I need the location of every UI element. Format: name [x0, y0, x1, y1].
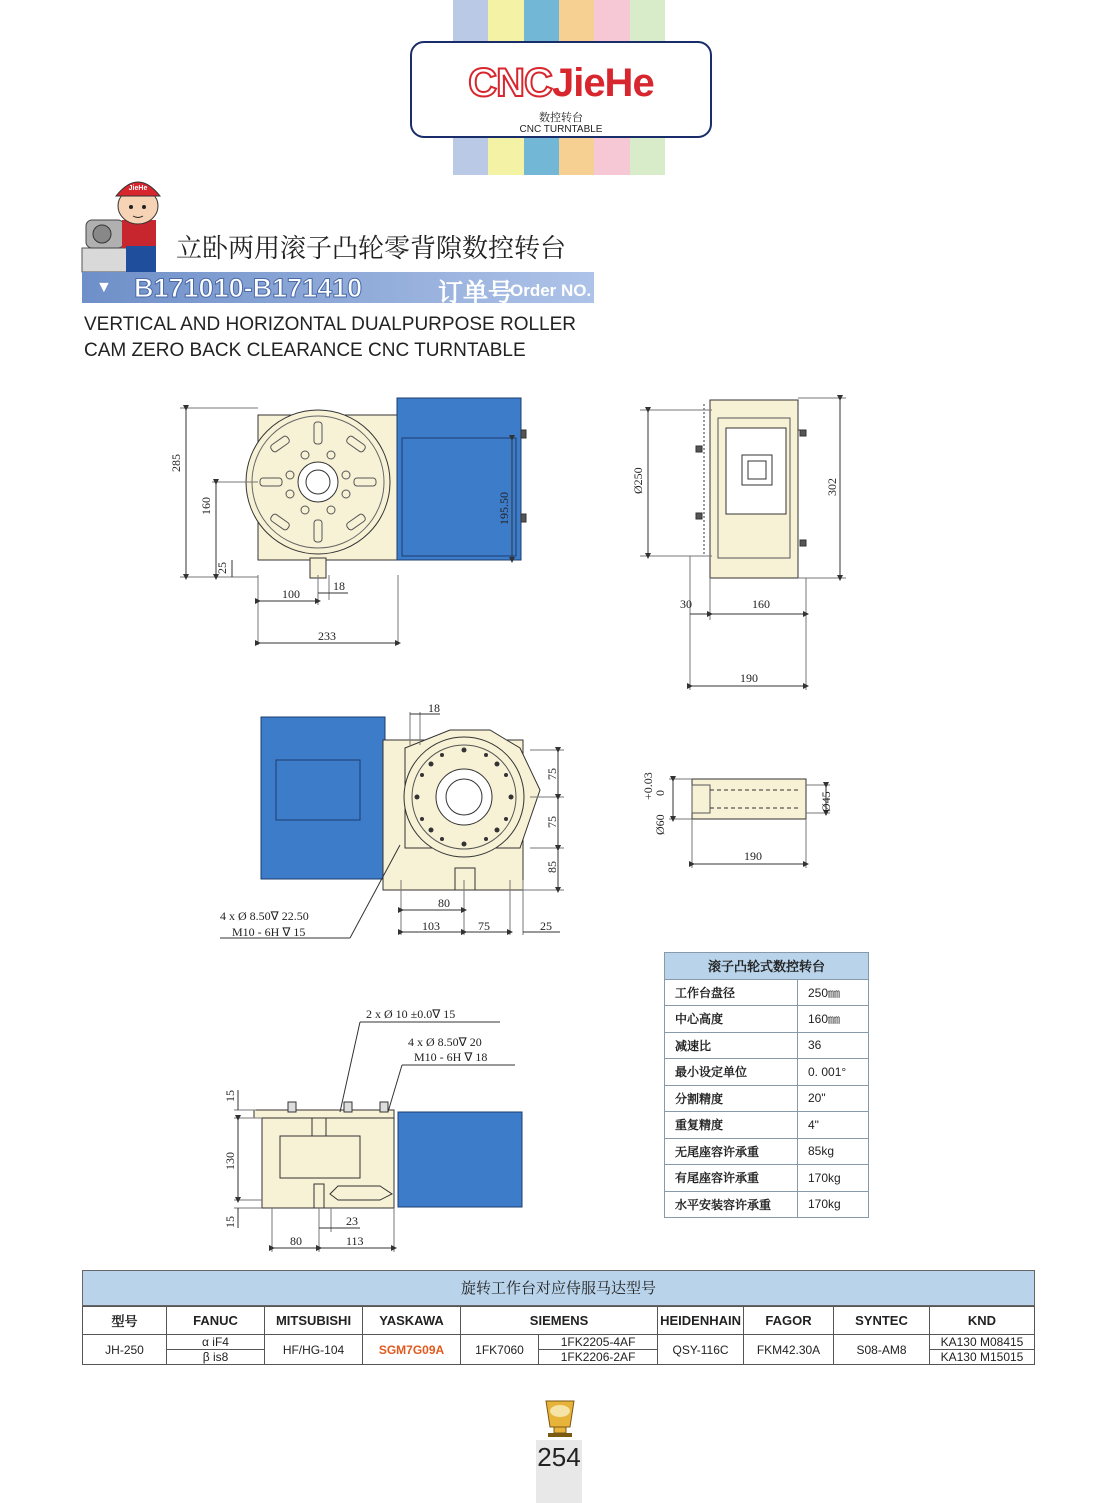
dim-75a: 75 — [545, 768, 559, 780]
dim-302: 302 — [825, 478, 839, 496]
dim-18: 18 — [333, 579, 345, 593]
dim-h113: 113 — [346, 1234, 364, 1248]
product-title-en-line1: VERTICAL AND HORIZONTAL DUALPURPOSE ROLLER — [84, 314, 577, 335]
table-header-row: 型号 FANUC MITSUBISHI YASKAWA SIEMENS HEIDENHAIN FAGOR SYNTEC KND — [83, 1307, 1035, 1335]
dim-h23: 23 — [346, 1214, 358, 1228]
hole-spec-h1: 4 x Ø 8.50∇ 20 — [408, 1035, 482, 1049]
dim-80: 80 — [438, 896, 450, 910]
table-row: 无尾座容许承重 85kg — [665, 1138, 869, 1165]
product-title-cn: 立卧两用滚子凸轮零背隙数控转台 — [176, 234, 567, 264]
order-label-cn: 订单号 — [438, 278, 514, 307]
spec-table — [664, 952, 869, 1218]
hole-spec-1: 4 x Ø 8.50∇ 22.50 — [220, 909, 309, 923]
table-row: β is8 1FK2206-2AF KA130 M15015 — [83, 1350, 1035, 1365]
dim-160: 160 — [199, 497, 213, 515]
dim-30: 30 — [680, 597, 692, 611]
tol-plus: +0.03 — [641, 772, 655, 800]
dim-d60: Ø60 — [653, 814, 667, 835]
page-number: 254 — [537, 1442, 581, 1472]
spec-table-title: 滚子凸轮式数控转台 — [665, 953, 869, 980]
cup-icon — [540, 1397, 580, 1439]
model-range: B171010-B171410 — [134, 273, 363, 303]
dim-103: 103 — [422, 919, 440, 933]
logo-wordmark: CNCJieHe — [468, 61, 654, 105]
dim-top-75: 75 — [478, 919, 490, 933]
hole-spec-h2: M10 - 6H ∇ 18 — [414, 1050, 488, 1064]
dim-side-160: 160 — [752, 597, 770, 611]
table-row: 工作台盘径 250㎜ — [665, 979, 869, 1006]
side-view — [640, 398, 846, 690]
dim-shaft-190: 190 — [744, 849, 762, 863]
table-row: 分割精度 20" — [665, 1085, 869, 1112]
hole-spec-2: M10 - 6H ∇ 15 — [232, 925, 306, 939]
dim-h15a: 15 — [223, 1090, 237, 1102]
triangle-icon: ▼ — [96, 279, 112, 296]
motor-table — [82, 1306, 1035, 1365]
product-title-en-line2: CAM ZERO BACK CLEARANCE CNC TURNTABLE — [84, 340, 526, 361]
dim-top-18: 18 — [428, 701, 440, 715]
table-row: 水平安装容许承重 170kg — [665, 1191, 869, 1218]
dim-d45: Ø45 — [819, 791, 833, 812]
tol-zero: 0 — [653, 790, 667, 796]
mascot-cap-text: JieHe — [128, 185, 148, 192]
front-view — [180, 398, 526, 645]
dim-75b: 75 — [545, 816, 559, 828]
table-row: 减速比 36 — [665, 1032, 869, 1059]
table-row: JH-250 α iF4 HF/HG-104 SGM7G09A 1FK7060 1FK2205-4AF QSY-116C FKM42.30A S08-AM8 KA130 M08415 — [83, 1335, 1035, 1350]
dim-25: 25 — [215, 562, 229, 574]
order-label-en: Order NO. — [510, 281, 592, 300]
logo-subtitle-cn: 数控转台 — [539, 112, 583, 124]
dim-195-50: 195.50 — [497, 492, 511, 525]
dim-h80: 80 — [290, 1234, 302, 1248]
dim-d250: Ø250 — [631, 467, 645, 494]
dim-side-190: 190 — [740, 671, 758, 685]
top-view — [220, 712, 564, 938]
pin-spec: 2 x Ø 10 ±0.0∇ 15 — [366, 1007, 456, 1021]
dim-285: 285 — [169, 454, 183, 472]
table-row: 有尾座容许承重 170kg — [665, 1165, 869, 1192]
dim-top-25: 25 — [540, 919, 552, 933]
motor-table-title: 旋转工作台对应侍服马达型号 — [82, 1270, 1035, 1306]
logo-subtitle-en: CNC TURNTABLE — [519, 124, 603, 135]
dim-h15b: 15 — [223, 1216, 237, 1228]
dim-h130: 130 — [223, 1152, 237, 1170]
table-row: 中心高度 160㎜ — [665, 1006, 869, 1033]
page-number-box — [536, 1440, 582, 1503]
dim-85: 85 — [545, 861, 559, 873]
table-row: 最小设定单位 0. 001° — [665, 1059, 869, 1086]
dim-100: 100 — [282, 587, 300, 601]
table-row: 重复精度 4" — [665, 1112, 869, 1139]
dim-233: 233 — [318, 629, 336, 643]
